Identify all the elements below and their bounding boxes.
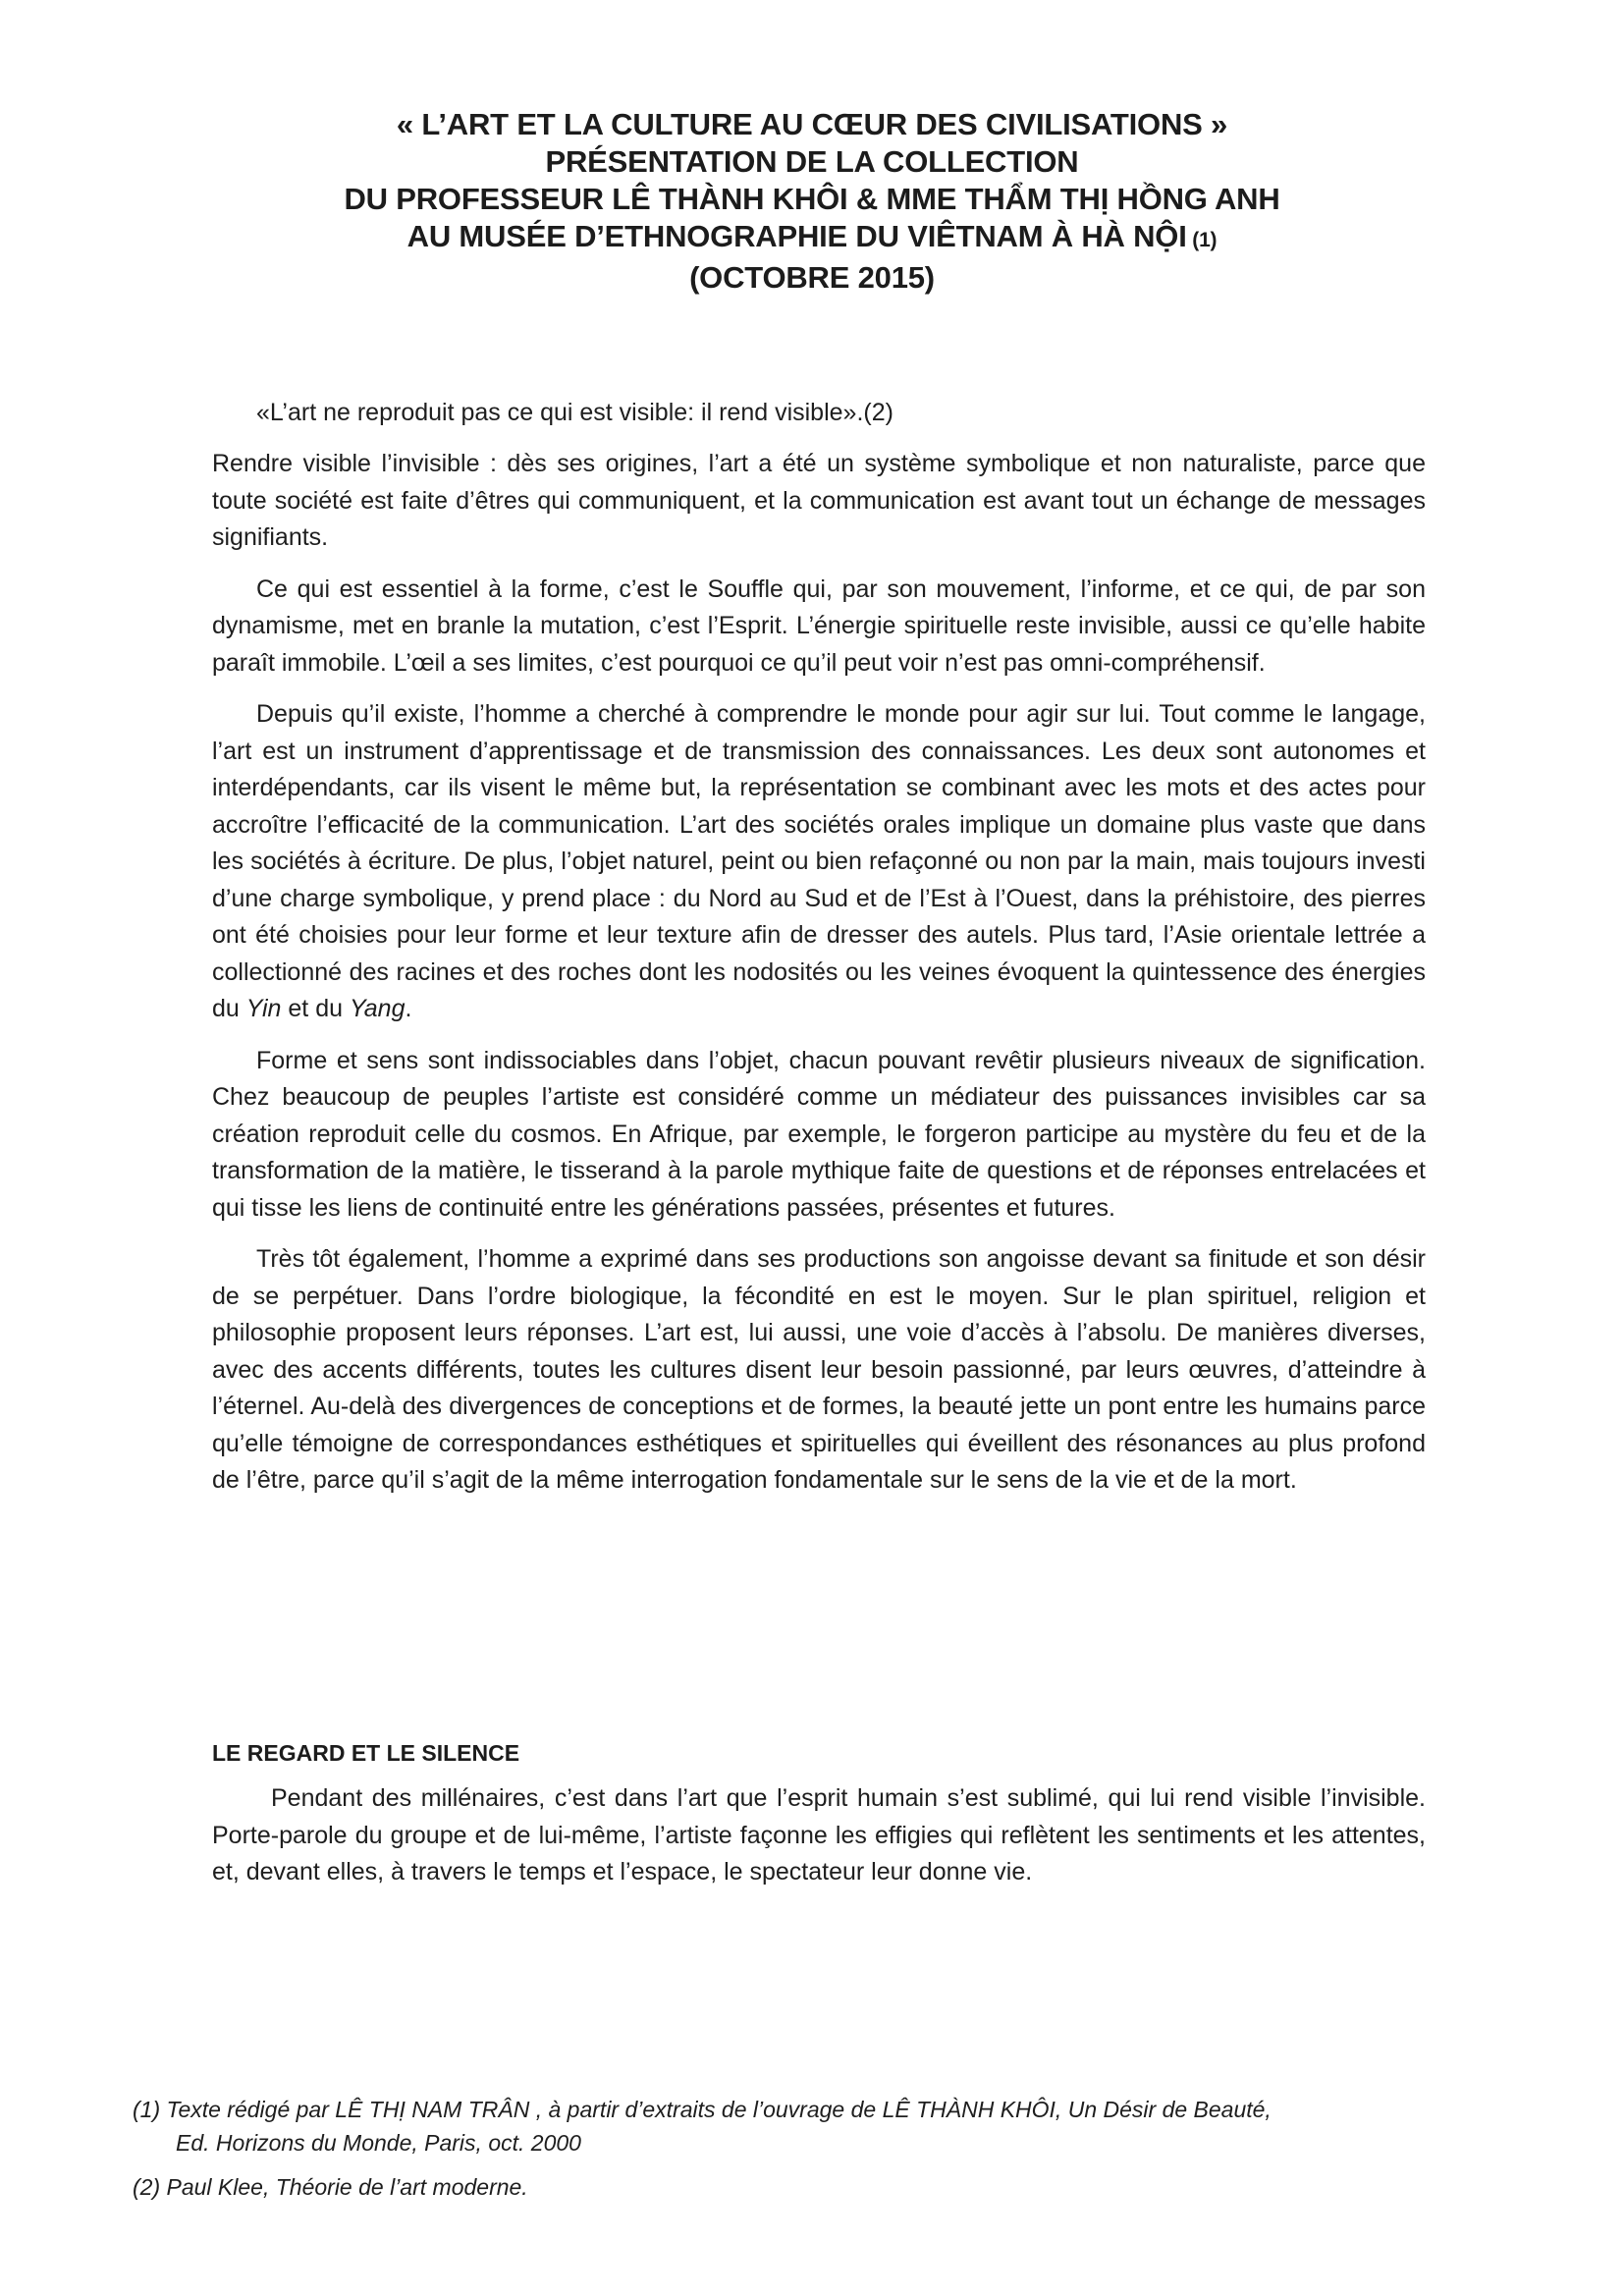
footnote-2: (2) Paul Klee, Théorie de l’art moderne.: [133, 2174, 528, 2200]
document-title: [0, 106, 1624, 297]
paragraph-1: Rendre visible l’invisible : dès ses origines, l’art a été un système symbolique et non naturaliste, parce que toute société est faite d’êtres qui communiquent, et la communication est avant tout un échange de messages signifiants.: [212, 450, 1426, 551]
title-line-4-text: AU MUSÉE D’ETHNOGRAPHIE DU VIÊTNAM À HÀ NỘI: [406, 219, 1187, 253]
paragraph-5: Très tôt également, l’homme a exprimé dans ses productions son angoisse devant sa finitude et son désir de se perpétuer. Dans l’ordre biologique, la fécondité en est le moyen. Sur le plan spirituel, religion et philosophie proposent leurs réponses. L’art est, lui aussi, une voie d’accès à l’absolu. De manières diverses, avec des accents différents, toutes les cultures disent leur besoin passionné, par leurs œuvres, d’atteindre à l’éternel. Au-delà des divergences de conceptions et de formes, la beauté jette un pont entre les humains parce qu’elle témoigne de correspondances esthétiques et spirituelles qui éveillent des résonances au plus profond de l’être, parce qu’il s’agit de la même interrogation fondamentale sur le sens de la vie et de la mort.: [212, 1245, 1426, 1494]
term-yang: Yang: [349, 995, 406, 1022]
body-paragraphs: [212, 446, 1426, 1500]
paragraph-2: Ce qui est essentiel à la forme, c’est le Souffle qui, par son mouvement, l’informe, et ce qui, de par son dynamisme, met en branle la mutation, c’est l’Esprit. L’énergie spirituelle reste invisible, aussi ce qu’elle habite paraît immobile. L’œil a ses limites, c’est pourquoi ce qu’il peut voir n’est pas omni-compréhensif.: [212, 574, 1426, 677]
paragraph-3: [212, 696, 1426, 1028]
title-line-2: PRÉSENTATION DE LA COLLECTION: [545, 144, 1079, 179]
paragraph-3-end: .: [405, 995, 412, 1022]
section-heading: LE REGARD ET LE SILENCE: [212, 1740, 520, 1766]
footnote-1: [133, 2093, 1488, 2159]
title-footnote-marker: (1): [1186, 229, 1218, 251]
paragraph-3-text: Depuis qu’il existe, l’homme a cherché à comprendre le monde pour agir sur lui. Tout comme le langage, l’art est un instrument d’apprentissage et de transmission des connaissances. Les deux sont autonomes et interdépendants, car ils visent le même but, la représentation se combinant avec les mots et des actes pour accroître l’efficacité de la communication. L’art des sociétés orales implique un domaine plus vaste que dans les sociétés à écriture. De plus, l’objet naturel, peint ou bien refaçonné ou non par la main, mais toujours investi d’une charge symbolique, y prend place : du Nord au Sud et de l’Est à l’Ouest, dans la préhistoire, des pierres ont été choisies pour leur forme et leur texture afin de dresser des autels. Plus tard, l’Asie orientale lettrée a collectionné des racines et des roches dont les nodosités ou les veines évoquent la quintessence des énergies du: [212, 700, 1426, 1022]
title-line-3: DU PROFESSEUR LÊ THÀNH KHÔI & MME THẨM THỊ HỒNG ANH: [344, 182, 1280, 216]
section-body: [212, 1780, 1426, 1891]
title-line-1: « L’ART ET LA CULTURE AU CŒUR DES CIVILISATIONS »: [396, 107, 1228, 141]
footnote-1-line-2: Ed. Horizons du Monde, Paris, oct. 2000: [176, 2130, 581, 2156]
footnote-1-line-1: (1) Texte rédigé par LÊ THỊ NAM TRÂN , à partir d’extraits de l’ouvrage de LÊ THÀNH KHÔI, Un Désir de Beauté,: [133, 2097, 1272, 2122]
section-paragraph-1: Pendant des millénaires, c’est dans l’art que l’esprit humain s’est sublimé, qui lui rend visible l’invisible. Porte-parole du groupe et de lui-même, l’artiste façonne les effigies qui reflètent les sentiments et les attentes, et, devant elles, à travers le temps et l’espace, le spectateur leur donne vie.: [212, 1784, 1426, 1886]
epigraph-quote: «L’art ne reproduit pas ce qui est visible: il rend visible».(2): [256, 399, 893, 426]
footnotes: [133, 2093, 1488, 2204]
title-line-4: [0, 218, 1624, 259]
term-yin: Yin: [245, 995, 282, 1022]
paragraph-4: Forme et sens sont indissociables dans l’objet, chacun pouvant revêtir plusieurs niveaux de signification. Chez beaucoup de peuples l’artiste est considéré comme un médiateur des puissances invisibles car sa création reproduit celle du cosmos. En Afrique, par exemple, le forgeron participe au mystère du feu et de la transformation de la matière, le tisserand à la parole mythique faite de questions et de réponses entrelacées et qui tisse les liens de continuité entre les générations passées, présentes et futures.: [212, 1046, 1426, 1222]
title-line-5: (OCTOBRE 2015): [689, 260, 935, 295]
paragraph-3-joiner: et du: [281, 995, 350, 1022]
